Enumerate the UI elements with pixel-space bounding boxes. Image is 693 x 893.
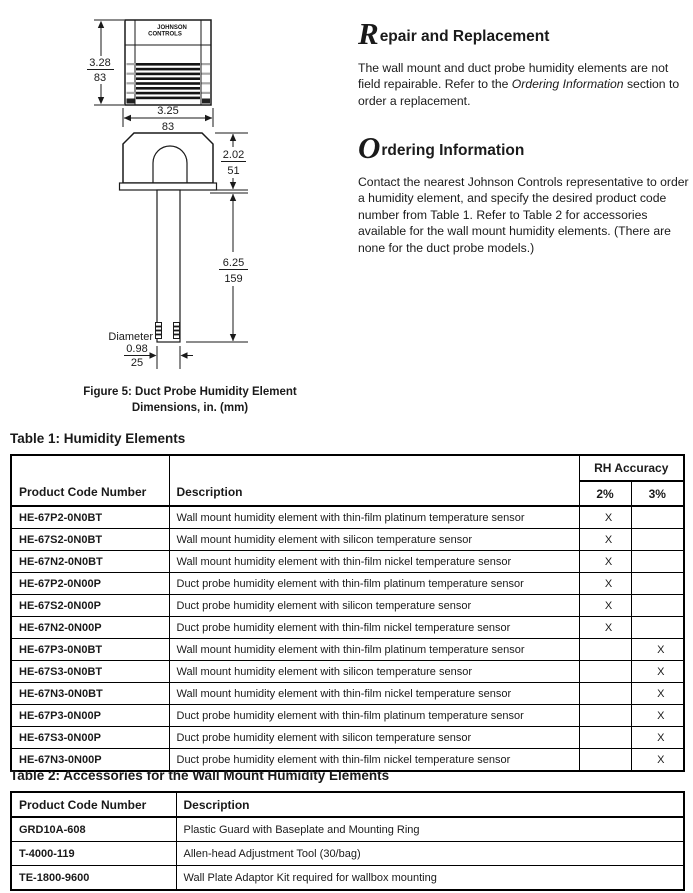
- diameter-label: Diameter: [108, 331, 153, 343]
- repair-heading-rest: epair and Replacement: [379, 28, 550, 45]
- acc-2pct: [579, 727, 631, 749]
- product-code: HE-67N3-0N0BT: [11, 683, 169, 705]
- ordering-heading-rest: rdering Information: [381, 142, 525, 159]
- table1-title: Table 1: Humidity Elements: [10, 431, 186, 446]
- dim-value: 25: [130, 357, 144, 369]
- repair-paragraph: [358, 60, 692, 109]
- acc-2pct: [579, 639, 631, 661]
- dim-value: 0.98: [126, 343, 148, 355]
- acc-2pct: [579, 661, 631, 683]
- table-row: [11, 617, 684, 639]
- table1-humidity-elements: [10, 454, 685, 772]
- acc-3pct: X: [631, 683, 684, 705]
- description: Wall mount humidity element with thin-film platinum temperature sensor: [169, 506, 579, 529]
- duct-probe-diagram: [0, 0, 360, 380]
- product-code: HE-67P2-0N0BT: [11, 506, 169, 529]
- table-row: [11, 506, 684, 529]
- col-header-description: Description: [176, 792, 684, 817]
- acc-3pct: X: [631, 705, 684, 727]
- ordering-heading-initial: O: [358, 130, 381, 165]
- acc-3pct: [631, 529, 684, 551]
- table-row: [11, 866, 684, 891]
- dim-value: 159: [224, 273, 243, 285]
- acc-3pct: X: [631, 749, 684, 772]
- product-code: HE-67P3-0N0BT: [11, 639, 169, 661]
- acc-3pct: [631, 573, 684, 595]
- acc-2pct: X: [579, 595, 631, 617]
- figure-caption-line2: Dimensions, in. (mm): [131, 402, 249, 414]
- product-code: GRD10A-608: [11, 817, 176, 842]
- col-header-description: Description: [169, 455, 579, 506]
- repair-body-post: section to order a replacement.: [358, 77, 680, 108]
- col-header-2pct: 2%: [579, 481, 631, 506]
- description: Duct probe humidity element with thin-film nickel temperature sensor: [169, 617, 579, 639]
- acc-2pct: X: [579, 529, 631, 551]
- description: Wall mount humidity element with thin-film nickel temperature sensor: [169, 683, 579, 705]
- product-code: HE-67S3-0N0BT: [11, 661, 169, 683]
- description: Wall mount humidity element with silicon temperature sensor: [169, 661, 579, 683]
- repair-heading-initial: R: [358, 16, 379, 51]
- description: Wall mount humidity element with thin-film platinum temperature sensor: [169, 639, 579, 661]
- acc-2pct: X: [579, 573, 631, 595]
- probe-shaft: [156, 190, 181, 342]
- dim-value: 3.28: [89, 57, 111, 69]
- product-code: HE-67N3-0N00P: [11, 749, 169, 772]
- col-header-3pct: 3%: [631, 481, 684, 506]
- acc-3pct: X: [631, 727, 684, 749]
- ordering-body: Contact the nearest Johnson Controls representative to order a humidity element, and specify the desired product code number from Table 1. Refer to Table 2 for accessories available for the wall mount humidity elements. (There are none for the duct probe models.): [358, 175, 689, 255]
- description: Duct probe humidity element with silicon temperature sensor: [169, 595, 579, 617]
- table-row: [11, 661, 684, 683]
- product-code: HE-67P3-0N00P: [11, 705, 169, 727]
- table-row: [11, 817, 684, 842]
- product-code: HE-67S2-0N00P: [11, 595, 169, 617]
- acc-3pct: [631, 617, 684, 639]
- acc-3pct: X: [631, 661, 684, 683]
- table-row: [11, 551, 684, 573]
- table1-header-row1: [11, 455, 684, 481]
- acc-2pct: [579, 749, 631, 772]
- table-row: [11, 529, 684, 551]
- dim-value: 6.25: [222, 257, 245, 269]
- johnson-controls-logo-line1: JOHNSON: [157, 25, 187, 31]
- dim-cap-height: [215, 133, 248, 190]
- description: Wall mount humidity element with silicon temperature sensor: [169, 529, 579, 551]
- table-row: [11, 842, 684, 866]
- repair-heading: [358, 16, 550, 51]
- product-code: HE-67N2-0N00P: [11, 617, 169, 639]
- acc-2pct: [579, 683, 631, 705]
- description: Duct probe humidity element with thin-film nickel temperature sensor: [169, 749, 579, 772]
- description: Plastic Guard with Baseplate and Mounting Ring: [176, 817, 684, 842]
- description: Duct probe humidity element with thin-film platinum temperature sensor: [169, 705, 579, 727]
- table2-title: Table 2: Accessories for the Wall Mount Humidity Elements: [10, 768, 390, 783]
- acc-2pct: X: [579, 506, 631, 529]
- probe-cap: [120, 133, 217, 190]
- description: Duct probe humidity element with thin-film platinum temperature sensor: [169, 573, 579, 595]
- col-header-product-code: Product Code Number: [11, 455, 169, 506]
- product-code: HE-67N2-0N0BT: [11, 551, 169, 573]
- dim-value: 51: [227, 165, 240, 177]
- dim-value: 2.02: [222, 149, 245, 161]
- dim-value: 83: [93, 72, 107, 84]
- acc-2pct: X: [579, 617, 631, 639]
- table2-header-row: [11, 792, 684, 817]
- acc-3pct: [631, 595, 684, 617]
- table-row: [11, 573, 684, 595]
- figure-caption: [35, 384, 345, 416]
- description: Wall mount humidity element with thin-film nickel temperature sensor: [169, 551, 579, 573]
- dim-value: 3.25: [157, 105, 179, 117]
- table-row: [11, 595, 684, 617]
- dim-housing-width: [123, 105, 213, 133]
- table-row: [11, 639, 684, 661]
- acc-3pct: [631, 506, 684, 529]
- description: Wall Plate Adaptor Kit required for wallbox mounting: [176, 866, 684, 891]
- dim-housing-height: [87, 20, 124, 105]
- johnson-controls-logo-line2: CONTROLS: [148, 31, 182, 38]
- ordering-paragraph: [358, 174, 692, 256]
- ordering-heading: [358, 130, 525, 165]
- table-row: [11, 727, 684, 749]
- table-row: [11, 683, 684, 705]
- product-code: HE-67P2-0N00P: [11, 573, 169, 595]
- acc-3pct: X: [631, 639, 684, 661]
- description: Allen-head Adjustment Tool (30/bag): [176, 842, 684, 866]
- dim-probe-length: [186, 193, 248, 342]
- product-code: HE-67S3-0N00P: [11, 727, 169, 749]
- probe-housing: [125, 20, 211, 105]
- product-code: HE-67S2-0N0BT: [11, 529, 169, 551]
- col-header-rh-accuracy: RH Accuracy: [579, 455, 684, 481]
- product-code: T-4000-119: [11, 842, 176, 866]
- acc-2pct: [579, 705, 631, 727]
- description: Duct probe humidity element with silicon temperature sensor: [169, 727, 579, 749]
- dim-value: 83: [161, 121, 175, 133]
- col-header-product-code: Product Code Number: [11, 792, 176, 817]
- acc-3pct: [631, 551, 684, 573]
- repair-body-pre: The wall mount and duct probe humidity elements are not field repairable. Refer to the: [358, 61, 669, 92]
- table-row: [11, 705, 684, 727]
- table2-accessories: [10, 791, 685, 891]
- product-code: TE-1800-9600: [11, 866, 176, 891]
- repair-body-italic: Ordering Information: [511, 77, 624, 92]
- acc-2pct: X: [579, 551, 631, 573]
- figure-caption-line1: Figure 5: Duct Probe Humidity Element: [83, 386, 297, 398]
